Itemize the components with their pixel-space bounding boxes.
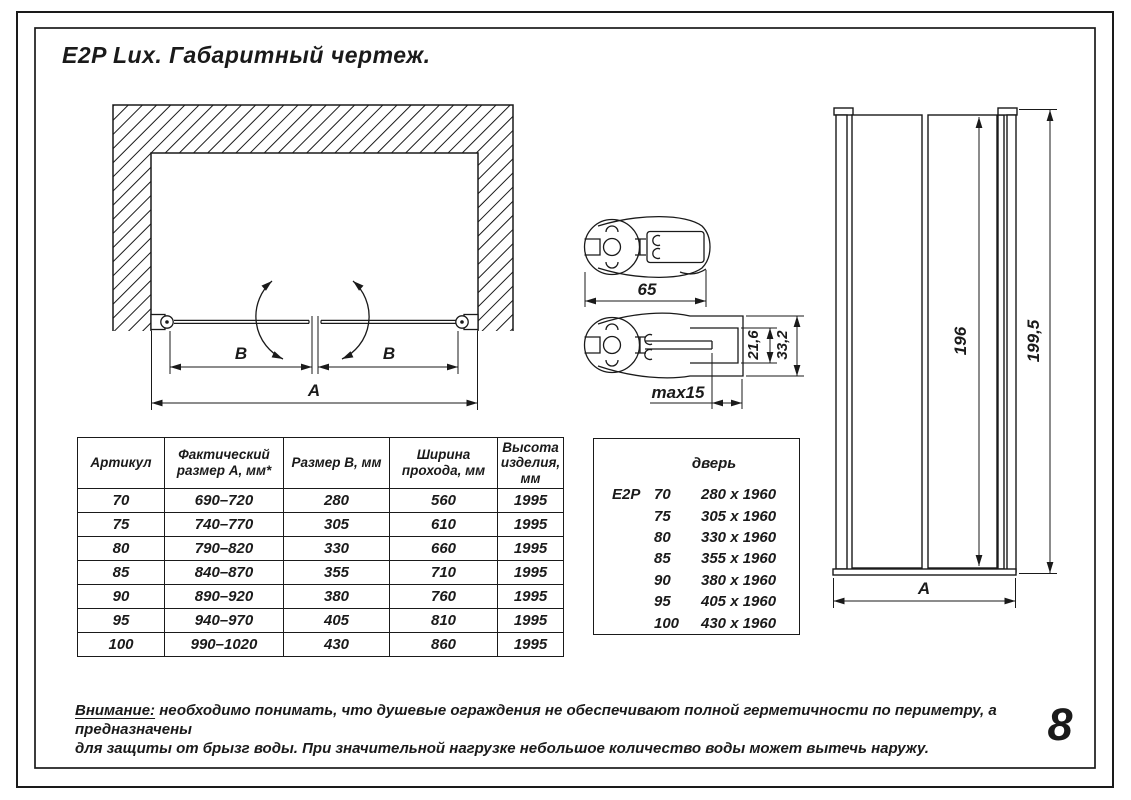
cell: 560 [390, 489, 498, 513]
wall-hatch [113, 105, 513, 331]
door-dims: 305 x 1960 [701, 507, 777, 525]
front-right-strip [998, 115, 1004, 569]
hinge-left [151, 315, 173, 330]
table-row [78, 513, 564, 537]
front-bottom-rail [833, 569, 1016, 575]
front-left-strip [836, 115, 847, 569]
table-row [78, 585, 564, 609]
cell: 280 [284, 489, 390, 513]
dim-199-5-label: 199,5 [1024, 319, 1043, 363]
series-label: E2P [612, 486, 641, 504]
cell: 380 [284, 585, 390, 609]
col-header-size-b: Размер В, мм [284, 438, 390, 489]
warning-note [75, 701, 1025, 758]
cell: 810 [390, 609, 498, 633]
cell: 70 [78, 489, 165, 513]
cell: 1995 [498, 609, 564, 633]
cell: 760 [390, 585, 498, 609]
cell: 100 [78, 633, 165, 657]
wall-inner-outline [151, 153, 478, 331]
size-table [77, 437, 564, 657]
page-title: E2P Lux. Габаритный чертеж. [62, 42, 431, 68]
door-size: 90 [654, 571, 671, 589]
table-row [78, 561, 564, 585]
list-item [612, 570, 790, 591]
cell: 330 [284, 537, 390, 561]
door-panels [174, 320, 456, 323]
table-row [78, 633, 564, 657]
door-size: 80 [654, 528, 671, 546]
col-header-article: Артикул [78, 438, 165, 489]
dim-a-plan-label: A [307, 381, 321, 400]
cell: 790–820 [165, 537, 284, 561]
cell: 940–970 [165, 609, 284, 633]
cell: 405 [284, 609, 390, 633]
front-glass-left [852, 115, 922, 568]
col-header-height: Высота изделия, мм [498, 438, 564, 489]
door-dims: 405 x 1960 [701, 593, 777, 611]
cell: 890–920 [165, 585, 284, 609]
profile-section-bottom [585, 313, 744, 378]
warning-line-2: для защиты от брызг воды. При значительной нагрузке небольшое количество воды может вытечь наружу. [75, 740, 929, 757]
cell: 840–870 [165, 561, 284, 585]
cell: 355 [284, 561, 390, 585]
cell: 1995 [498, 537, 564, 561]
list-item [612, 484, 790, 505]
profile-sections [585, 217, 805, 409]
list-item [612, 612, 790, 633]
cell: 305 [284, 513, 390, 537]
door-column-header: дверь [691, 455, 737, 472]
door-size-rows [612, 484, 790, 634]
cell: 90 [78, 585, 165, 609]
door-dims: 355 x 1960 [701, 550, 777, 568]
front-right-profile [1007, 115, 1016, 572]
dim-33-2-label: 33,2 [774, 330, 791, 360]
cell: 690–720 [165, 489, 284, 513]
cell: 95 [78, 609, 165, 633]
door-size: 70 [654, 486, 671, 504]
dim-b-right-label: B [382, 344, 396, 363]
cell: 740–770 [165, 513, 284, 537]
dim-65-label: 65 [637, 280, 657, 299]
door-dims: 380 x 1960 [701, 571, 777, 589]
page-number: 8 [1047, 699, 1073, 750]
door-dims: 330 x 1960 [701, 528, 777, 546]
cell: 1995 [498, 513, 564, 537]
list-item [612, 505, 790, 526]
cell: 1995 [498, 489, 564, 513]
door-size-box [593, 438, 800, 635]
door-size: 100 [654, 614, 680, 632]
dim-a-front-label: A [917, 579, 931, 598]
col-header-size-a: Фактический размер А, мм* [165, 438, 284, 489]
warning-line-1 [75, 701, 1025, 739]
cell: 1995 [498, 561, 564, 585]
cell: 1995 [498, 633, 564, 657]
front-right-cap [998, 108, 1017, 115]
cell: 430 [284, 633, 390, 657]
cell: 660 [390, 537, 498, 561]
table-row [78, 537, 564, 561]
dim-21-6-label: 21,6 [745, 330, 762, 360]
dim-max15-label: max15 [651, 383, 705, 402]
dim-b-left-label: B [234, 344, 248, 363]
table-row [78, 489, 564, 513]
cell: 80 [78, 537, 165, 561]
door-dims: 430 x 1960 [701, 614, 777, 632]
door-size: 75 [654, 507, 671, 525]
warning-text-1: необходимо понимать, что душевые ограждения не обеспечивают полной герметичности по периметру, а предназначены [75, 702, 997, 738]
cell: 610 [390, 513, 498, 537]
profile-section-top [585, 217, 711, 278]
cell: 1995 [498, 585, 564, 609]
cell: 85 [78, 561, 165, 585]
cell: 990–1020 [165, 633, 284, 657]
cell: 75 [78, 513, 165, 537]
list-item [612, 548, 790, 569]
door-dims: 280 x 1960 [701, 486, 777, 504]
door-size: 85 [654, 550, 671, 568]
dim-196-label: 196 [951, 326, 970, 356]
cell: 710 [390, 561, 498, 585]
front-view [833, 108, 1057, 608]
size-table-header-row [78, 438, 564, 489]
list-item [612, 527, 790, 548]
door-size: 95 [654, 593, 671, 611]
front-left-cap [834, 108, 853, 115]
list-item [612, 591, 790, 612]
cell: 860 [390, 633, 498, 657]
hinge-right [456, 315, 478, 330]
table-row [78, 609, 564, 633]
plan-view [113, 105, 513, 410]
col-header-passage: Ширина прохода, мм [390, 438, 498, 489]
warning-label: Внимание: [75, 702, 156, 719]
